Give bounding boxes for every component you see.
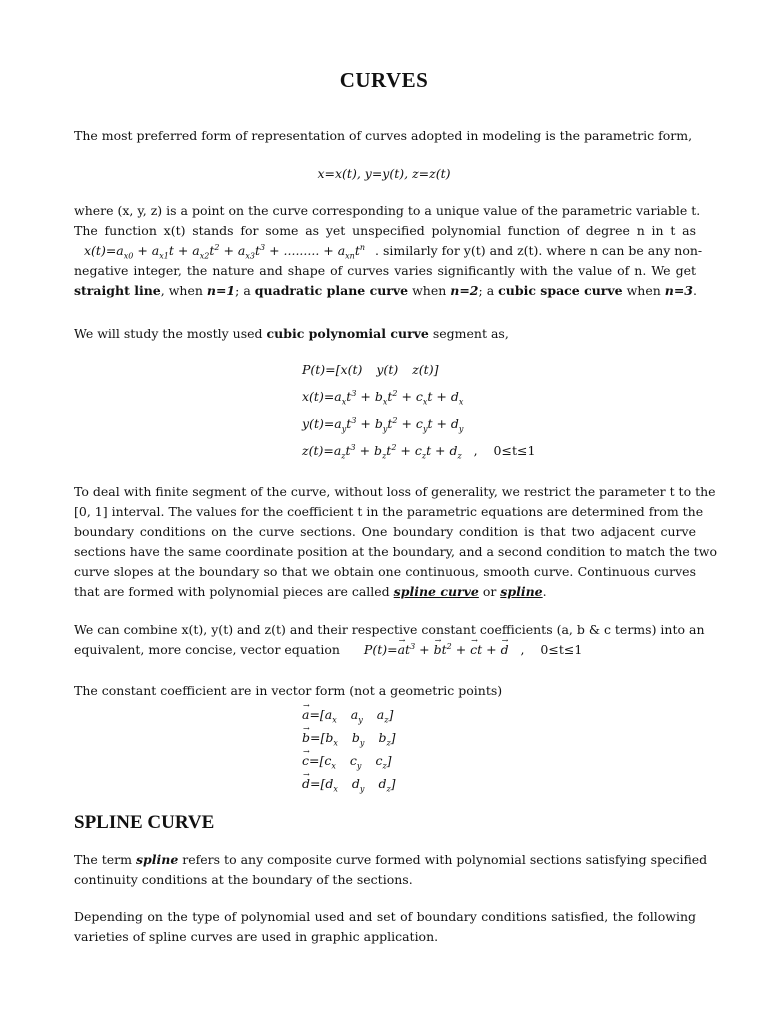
varieties-line-1: Depending on the type of polynomial used and set of boundary conditions satisfied, the following — [74, 909, 696, 924]
parameter-range: 0≤t≤1 — [540, 642, 583, 657]
parameter-range: 0≤t≤1 — [493, 443, 536, 458]
polynomial-formula: $x(t)=a_{x0} + a_{x1}t + a_{x2}t^2 + a_{x3}t^3$ + ......... + $a_{xn}t^n$ — [84, 242, 366, 261]
definition-line-1: where (x, y, z) is a point on the curve corresponding to a unique value of the parametric variable t. — [74, 203, 701, 218]
term-spline-curve: spline curve — [393, 584, 479, 599]
term-straight-line: straight line — [74, 283, 161, 298]
definition-paragraph — [74, 201, 703, 301]
coefficient-text: The constant coefficient are in vector form (not a geometric points) — [74, 683, 503, 698]
text-fragment: segment as, — [428, 326, 509, 341]
definition-line-2: The function x(t) stands for some as yet unspecified polynomial function of degree n in t as — [74, 223, 696, 238]
finite-line: To deal with finite segment of the curve, without loss of generality, we restrict the parameter t to the — [74, 484, 716, 499]
coefficient-paragraph — [74, 681, 696, 701]
term-quadratic-plane-curve: quadratic plane curve — [254, 283, 409, 298]
cubic-equations — [302, 356, 535, 464]
vector-equation: $P(t)=\to at^3$ + → $bt^2$ + → ct + → d , 0≤t≤1 — [364, 642, 582, 657]
vector-d: → $d=[d_x$ $d_y$ $d_z$] — [302, 772, 396, 795]
finite-line: curve slopes at the boundary so that we obtain one continuous, smooth curve. Continuous curves — [74, 564, 696, 579]
text-fragment: equivalent, more concise, vector equation — [74, 642, 340, 657]
vector-a: → $a=[a_x$ $a_y$ $a_z$] — [302, 703, 396, 726]
page-title: CURVES — [339, 68, 429, 92]
varieties-line-2: varieties of spline curves are used in graphic application. — [74, 929, 439, 944]
equation-zt: $z(t)=a_zt^3 + b_zt^2 + c_zt + d_z$ , 0≤t≤1 — [302, 442, 536, 461]
term-cubic-polynomial-curve: cubic polynomial curve — [266, 326, 429, 341]
equation-xt: $x(t)=a_xt^3 + b_xt^2 + c_xt + d_x$ — [302, 388, 464, 407]
text-fragment: . — [542, 584, 547, 599]
vector-paragraph — [74, 620, 705, 660]
finite-line: boundary conditions on the curve sections. One boundary condition is that two adjacent curve — [74, 524, 696, 539]
term-n3: n=3 — [664, 283, 694, 298]
finite-line: sections have the same coordinate position at the boundary, and a second condition to match the two — [74, 544, 717, 559]
term-cubic-space-curve: cubic space curve — [498, 283, 623, 298]
spline-line-1 — [74, 850, 708, 870]
text-fragment: refers to any composite curve formed with polynomial sections satisfying specified — [178, 852, 708, 867]
coefficient-vectors — [302, 703, 396, 795]
equation-yt: $y(t)=a_yt^3 + b_yt^2 + c_yt + d_y$ — [302, 415, 464, 434]
vector-line-2 — [74, 640, 696, 660]
definition-line-3 — [74, 241, 703, 261]
spline-varieties-paragraph — [74, 907, 696, 947]
term-spline: spline — [135, 852, 179, 867]
cubic-intro-text — [74, 324, 696, 344]
term-spline: spline — [500, 584, 543, 599]
section-heading-spline-curve: SPLINE CURVE — [74, 812, 215, 833]
text-fragment: that are formed with polynomial pieces are called — [74, 584, 394, 599]
spline-line-2: continuity conditions at the boundary of the sections. — [74, 872, 413, 887]
text-fragment: We will study the mostly used — [74, 326, 267, 341]
finite-line-last — [74, 582, 696, 602]
text-fragment: ; a — [478, 283, 499, 298]
finite-line: [0, 1] interval. The values for the coefficient t in the parametric equations are determined from the — [74, 504, 704, 519]
cubic-intro-paragraph — [74, 324, 696, 344]
vector-b: → $b=[b_x$ $b_y$ $b_z$] — [302, 726, 396, 749]
text-fragment: ; a — [235, 283, 255, 298]
term-n2: n=2 — [450, 283, 479, 298]
intro-text: The most preferred form of representation of curves adopted in modeling is the parametric form, — [74, 128, 693, 143]
definition-line-3-tail: . similarly for y(t) and z(t). where n can be any non- — [375, 243, 703, 258]
equation-pt: P(t)=[x(t) y(t) z(t)] — [302, 362, 439, 377]
text-fragment: or — [478, 584, 501, 599]
intro-paragraph — [74, 126, 696, 146]
vector-line-1: We can combine x(t), y(t) and z(t) and their respective constant coefficients (a, b & c terms) into an — [74, 622, 705, 637]
text-fragment: when — [622, 283, 665, 298]
definition-line-5 — [74, 281, 696, 301]
parametric-equation: x=x(t), y=y(t), z=z(t) — [317, 166, 451, 181]
text-fragment: , when — [160, 283, 207, 298]
definition-line-4: negative integer, the nature and shape of curves varies significantly with the value of n. We get — [74, 263, 696, 278]
text-fragment: when — [408, 283, 451, 298]
term-n1: n=1 — [206, 283, 236, 298]
text-fragment: The term — [74, 852, 136, 867]
vector-c: → $c=[c_x$ $c_y$ $c_z$] — [302, 749, 396, 772]
finite-segment-paragraph — [74, 482, 717, 602]
spline-definition-paragraph — [74, 850, 708, 890]
text-fragment: . — [693, 283, 697, 298]
